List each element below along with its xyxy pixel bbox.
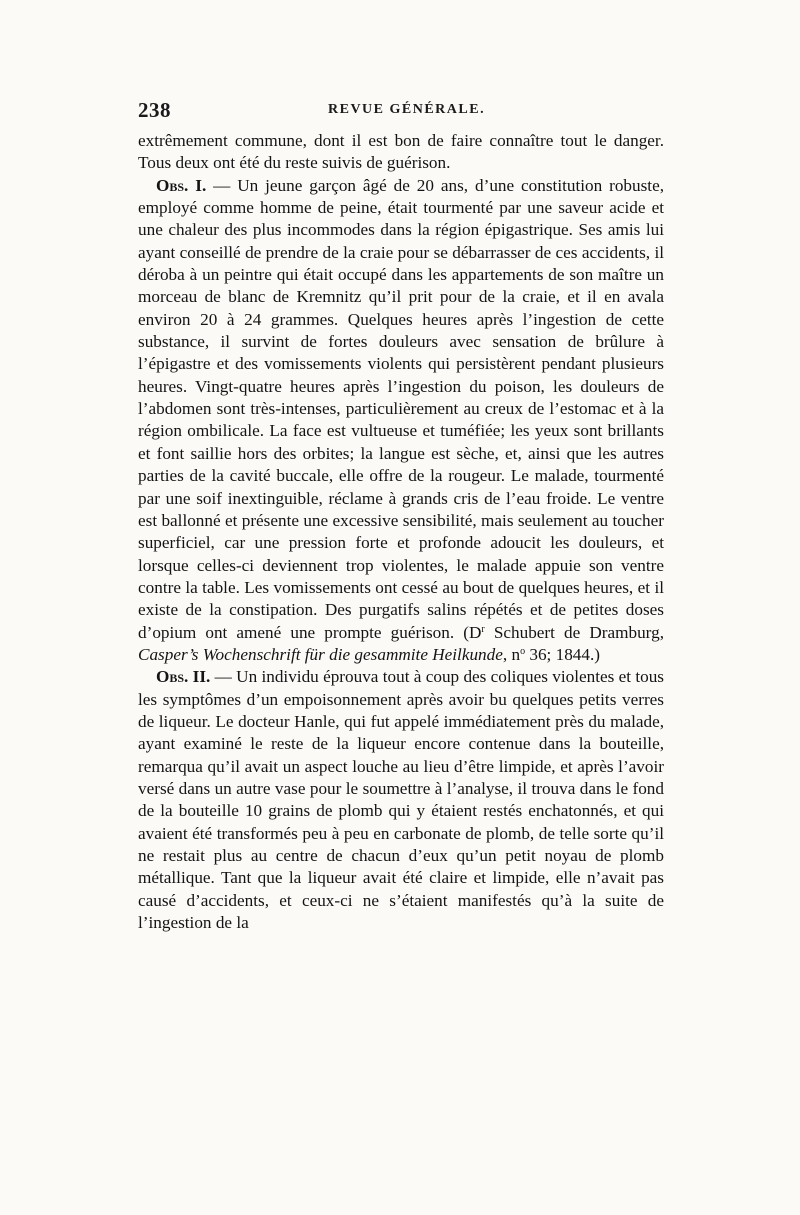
number-abbrev-superscript: o	[520, 645, 526, 657]
observation-1	[138, 175, 664, 667]
page-number: 238	[138, 98, 171, 122]
observation-1-issue: 36; 1844.)	[525, 644, 601, 664]
observation-2-number: II.	[192, 667, 211, 687]
observation-2-text: — Un individu éprouva tout à coup des coliques violentes et tous les symptômes d’un empoisonnement après avoir bu quelques petits verres de liqueur. Le docteur Hanle, qui fut appelé immédiatement près du malade, ayant examiné le reste de la liqueur encore contenue dans la bouteille, remarqua qu’il avait un aspect louche au lieu d’être limpide, et après l’avoir versé dans un autre vase pour le soumettre à l’analyse, il trouva dans le fond de la bouteille 10 grains de plomb qui y étaient restés enchatonnés, et qui avaient été transformés peu à peu en carbonate de plomb, de telle sorte qu’il ne restait plus au centre de chacun d’eux qu’un petit noyau de plomb métallique. Tant que la liqueur avait été claire et limpide, elle n’avait pas causé d’accidents, et ceux-ci ne s’étaient manifestés qu’à la suite de l’ingestion de la	[138, 667, 664, 933]
observation-1-number: I.	[195, 175, 207, 195]
running-head	[138, 98, 670, 124]
observation-1-label: Obs.	[156, 175, 189, 195]
doctor-abbrev-superscript: r	[481, 623, 485, 635]
observation-1-source: Casper’s Wochenschrift für die gesammite Heilkunde	[138, 644, 503, 664]
body-text	[138, 130, 664, 934]
journal-title: REVUE GÉNÉRALE.	[328, 102, 486, 117]
observation-1-issue-prefix: , n	[502, 644, 521, 664]
paragraph-continuation	[138, 130, 664, 175]
observation-2	[138, 666, 664, 934]
observation-1-author: Schubert de Dramburg,	[484, 622, 664, 642]
observation-1-text: — Un jeune garçon âgé de 20 ans, d’une constitution robuste, employé comme homme de peine, était tourmenté par une saveur acide et une chaleur des plus incommodes dans la région épigastrique. Ses amis lui ayant conseillé de prendre de la craie pour se débarrasser de ces accidents, il déroba à un peintre qui était occupé dans les appartements de son maître un morceau de blanc de Kremnitz qu’il prit pour de la craie, et il en avala environ 20 à 24 grammes. Quelques heures après l’ingestion de cette substance, il survint de fortes douleurs avec sensation de brûlure à l’épigastre et des vomissements violents qui persistèrent pendant plusieurs heures. Vingt-quatre heures après l’ingestion du poison, les douleurs de l’abdomen sont très-intenses, particulièrement au creux de l’estomac et à la région ombilicale. La face est vultueuse et tuméfiée; les yeux sont brillants et font saillie hors des orbites; la langue est sèche, et, ainsi que les autres parties de la cavité buccale, elle offre de la rougeur. Le malade, tourmenté par une soif inextinguible, réclame à grands cris de l’eau froide. Le ventre est ballonné et présente une excessive sensibilité, mais seulement au toucher superficiel, car une pression forte et profonde adoucit les douleurs, et lorsque celles-ci deviennent trop violentes, le malade appuie son ventre contre la table. Les vomissements ont cessé au bout de quelques heures, et il existe de la constipation. Des purgatifs salins répétés et de petites doses d’opium ont amené une prompte guérison. (D	[138, 175, 664, 642]
paragraph-continuation-text: extrêmement commune, dont il est bon de faire connaître tout le danger. Tous deux ont été du reste suivis de guérison.	[138, 131, 664, 173]
observation-2-label: Obs.	[156, 667, 189, 687]
